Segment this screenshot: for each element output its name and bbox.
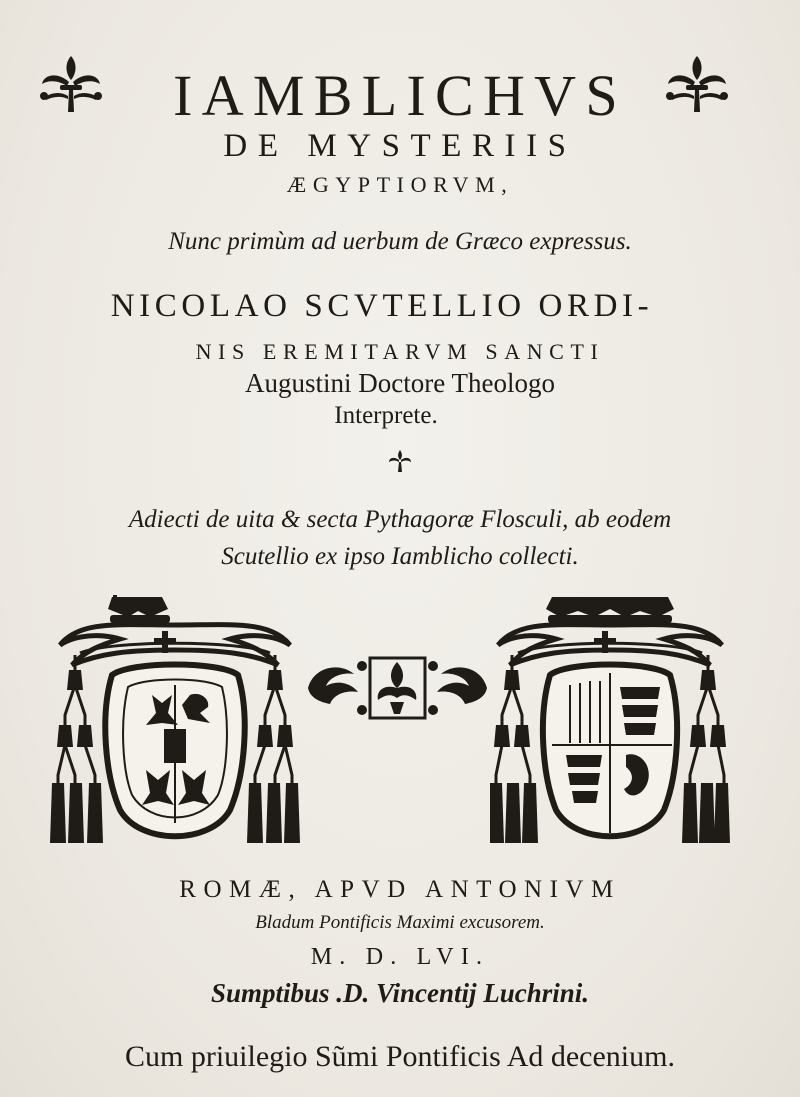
coat-of-arms-right bbox=[490, 595, 730, 850]
translator-line-1: NICOLAO SCVTELLIO ORDI- bbox=[110, 288, 654, 324]
fleuron-center-icon bbox=[387, 448, 413, 474]
subtitle-de-mysteriis: DE MYSTERIIS bbox=[223, 128, 577, 164]
book-title: IAMBLICHVS bbox=[173, 63, 627, 128]
subtitle-aegyptiorum: ÆGYPTIORVM, bbox=[286, 172, 514, 197]
coat-of-arms-left bbox=[50, 595, 300, 850]
addition-line-1: Adiecti de uita & secta Pythagoræ Flosculi, ab eodem bbox=[128, 506, 672, 533]
translator-line-3: Augustini Doctore Theologo bbox=[245, 368, 555, 398]
translation-note: Nunc primùm ad uerbum de Græco expressus. bbox=[168, 228, 632, 255]
addition-line-2: Scutellio ex ipso Iamblicho collecti. bbox=[221, 543, 579, 570]
imprint-year: M. D. LVI. bbox=[310, 944, 490, 970]
floral-ornament bbox=[300, 648, 495, 728]
translator-line-2: NIS EREMITARVM SANCTI bbox=[195, 339, 605, 364]
imprint-line-2: Bladum Pontificis Maximi excusorem. bbox=[255, 912, 545, 933]
translator-line-4: Interprete. bbox=[334, 402, 438, 429]
sponsor-line: Sumptibus .D. Vincentij Luchrini. bbox=[210, 978, 590, 1008]
privilege-line: Cum priuilegio Sũmi Pontificis Ad decenium. bbox=[125, 1040, 675, 1073]
imprint-line-1: ROMÆ, APVD ANTONIVM bbox=[179, 876, 621, 903]
